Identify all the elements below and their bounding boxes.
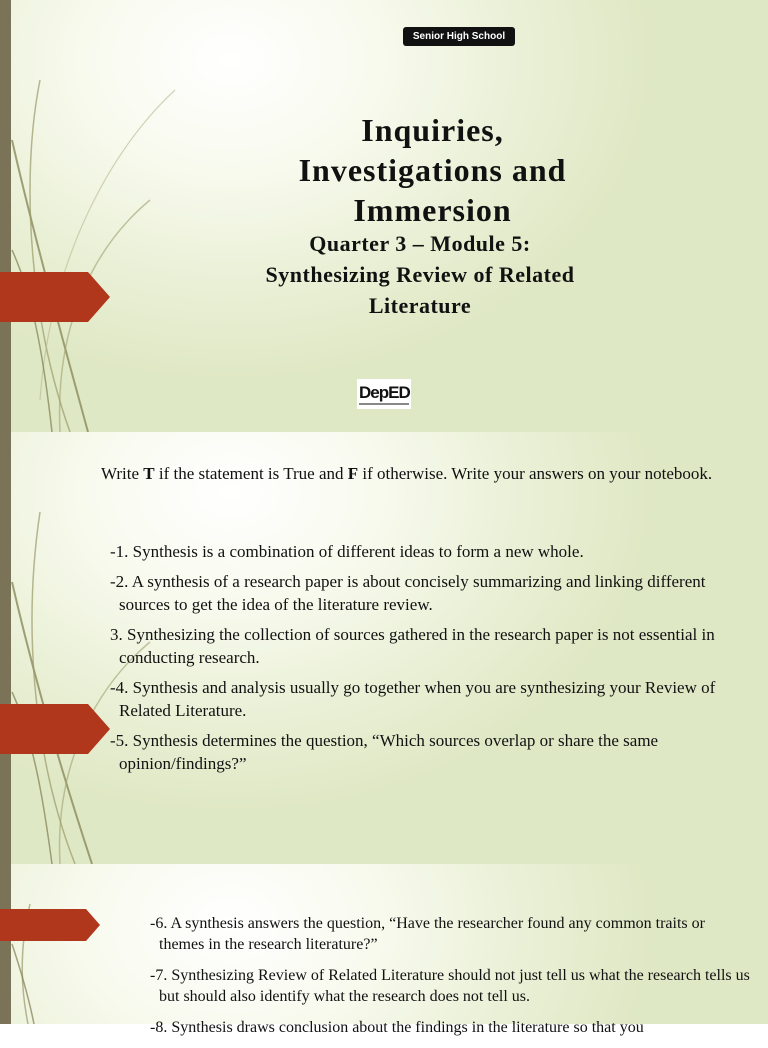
list-item: -7. Synthesizing Review of Related Literature should not just tell us what the research tells us but should also identify what the research does not tell us. [150,967,750,1005]
list-item: -2. A synthesis of a research paper is about concisely summarizing and linking different sources to get the idea of the literature review. [110,572,706,614]
list-item: -8. Synthesis draws conclusion about the findings in the literature so that you [150,1019,644,1036]
list-item: 3. Synthesizing the collection of sources gathered in the research paper is not essential in conducting research. [110,625,715,667]
slide-title [250,110,615,230]
title-slide [0,0,768,432]
list-item: -1. Synthesis is a combination of different ideas to form a new whole. [110,542,584,561]
instruction-true-letter: T [143,464,155,483]
instruction-mid: if the statement is True and [154,464,348,483]
logo-underline [359,403,409,405]
title-line-1: Inquiries, [361,112,504,148]
title-line-2: Investigations and [298,152,567,188]
subtitle-line-1: Quarter 3 – Module 5: [309,231,531,256]
instruction-text [101,461,751,487]
deped-logo-icon [357,379,411,409]
question-list-continued [150,913,750,1048]
title-line-3: Immersion [353,192,512,228]
accent-tab [0,909,100,941]
subtitle-line-2: Synthesizing Review of Related [265,262,575,287]
decorative-curves [0,0,200,432]
course-badge: Senior High School [403,27,515,46]
instruction-write: Write [101,464,144,483]
questions-slide [0,432,768,864]
list-item: -4. Synthesis and analysis usually go together when you are synthesizing your Review of Related Literature. [110,678,716,720]
question-list [110,540,760,782]
instruction-end: if otherwise. Write your answers on your notebook. [358,464,713,483]
slide-subtitle [215,228,625,321]
accent-tab [0,704,110,754]
accent-tab [0,272,110,322]
list-item: -6. A synthesis answers the question, “Have the researcher found any common traits or themes in the research literature?” [150,915,705,953]
logo-text: DepED [359,383,410,402]
subtitle-line-3: Literature [368,293,472,318]
instruction-false-letter: F [347,464,359,483]
questions-slide-continued [0,864,768,1036]
list-item: -5. Synthesis determines the question, “Which sources overlap or share the same opinion/findings?” [110,731,659,773]
